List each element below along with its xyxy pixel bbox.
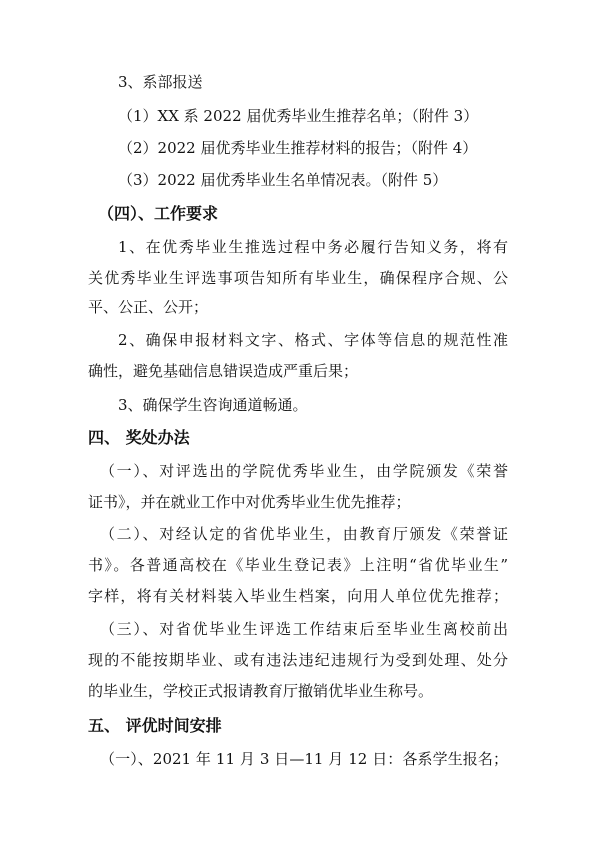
schedule-heading: 五、 评优时间安排 xyxy=(88,716,222,735)
reward-3-line-3: 的毕业生，学校正式报请教育厅撤销优毕业生称号。 xyxy=(88,682,434,700)
reward-1-line-1: （一）、对评选出的学院优秀毕业生，由学院颁发《荣誉 xyxy=(100,462,508,480)
requirement-1-line-3: 平、公正、公开； xyxy=(88,298,209,316)
section-3-title: 3、系部报送 xyxy=(118,73,203,91)
requirement-1-line-1: 1、在优秀毕业生推选过程中务必履行告知义务，将有 xyxy=(118,238,508,256)
rewards-heading: 四、 奖处办法 xyxy=(88,428,190,447)
requirement-3: 3、确保学生咨询通道畅通。 xyxy=(118,396,308,414)
reward-3-line-1: （三）、对省优毕业生评选工作结束后至毕业生离校前出 xyxy=(100,620,508,638)
reward-3-line-2: 现的不能按期毕业、或有违法违纪违规行为受到处理、处分 xyxy=(88,651,508,669)
reward-2-line-1: （二）、对经认定的省优毕业生，由教育厅颁发《荣誉证 xyxy=(100,525,508,543)
requirement-2-line-2: 确性，避免基础信息错误造成严重后果； xyxy=(88,362,359,380)
requirement-1-line-2: 关优秀毕业生评选事项告知所有毕业生，确保程序合规、公 xyxy=(88,269,508,287)
work-requirements-heading: （四）、工作要求 xyxy=(98,204,219,223)
reward-2-line-3: 字样，将有关材料装入毕业生档案，向用人单位优先推荐； xyxy=(88,587,508,605)
schedule-item-1: （一）、2021 年 11 月 3 日—11 月 12 日：各系学生报名； xyxy=(100,750,508,768)
attachment-item-3: （3）2022 届优秀毕业生名单情况表。（附件 5） xyxy=(118,171,448,189)
attachment-item-1: （1）XX 系 2022 届优秀毕业生推荐名单；（附件 3） xyxy=(118,107,479,125)
reward-1-line-2: 证书》，并在就业工作中对优秀毕业生优先推荐； xyxy=(88,493,411,511)
reward-2-line-2: 书》。各普通高校在《毕业生登记表》上注明“省优毕业生” xyxy=(88,556,508,574)
requirement-2-line-1: 2、确保申报材料文字、格式、字体等信息的规范性准 xyxy=(118,331,508,349)
attachment-item-2: （2）2022 届优秀毕业生推荐材料的报告；（附件 4） xyxy=(118,139,478,157)
